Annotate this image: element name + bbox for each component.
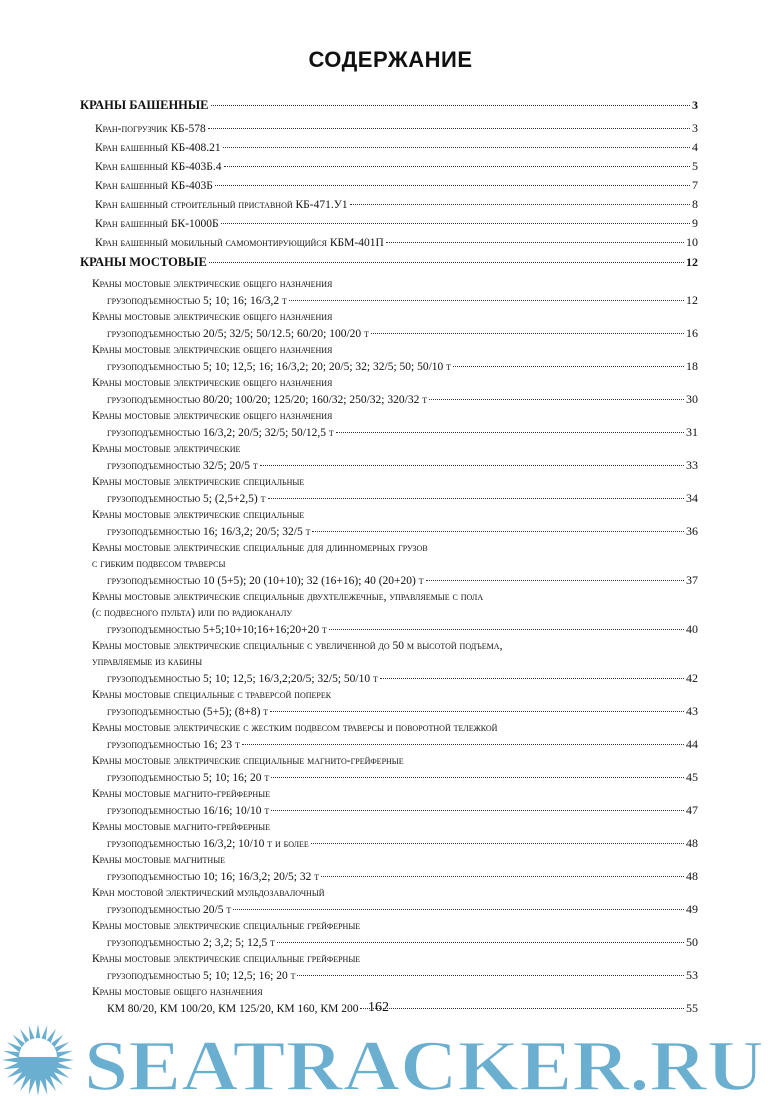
dot-leader (360, 1008, 684, 1009)
entry-title: грузоподъемностью 16; 16/3,2; 20/5; 32/5 т (107, 526, 311, 538)
toc-entry[interactable] (80, 119, 698, 138)
toc-entry-line[interactable] (80, 474, 698, 490)
sun-icon (2, 1024, 74, 1096)
entry-title: грузоподъемностью 2; 3,2; 5; 12,5 т (107, 937, 276, 949)
toc-entry[interactable] (80, 507, 698, 540)
entry-title: Кран башенный КБ-408.21 (95, 142, 221, 154)
entry-title: Краны мостовые электрические общего назначения (92, 278, 333, 290)
watermark (0, 1020, 781, 1096)
entry-title: грузоподъемностью (5+5); (8+8) т (107, 706, 269, 718)
toc-entry[interactable] (80, 687, 698, 720)
toc-entry[interactable] (80, 276, 698, 309)
page-ref: 48 (686, 836, 698, 850)
page-ref: 30 (686, 392, 698, 406)
entry-title: Краны мостовые магнито-грейферные (92, 788, 270, 800)
entry-title: Краны мостовые магнито-грейферные (92, 821, 270, 833)
page-ref: 33 (686, 458, 698, 472)
toc-entry-line[interactable] (80, 835, 698, 852)
page-ref: 16 (686, 326, 698, 340)
toc-entry[interactable] (80, 233, 698, 252)
page-ref: 53 (686, 968, 698, 982)
dot-leader (221, 223, 690, 224)
page-ref: 7 (692, 178, 698, 192)
dot-leader (271, 810, 684, 811)
toc-entry-line[interactable] (80, 852, 698, 868)
entry-title: грузоподъемностью 20/5 т (107, 904, 232, 916)
entry-title: грузоподъемностью 5; 10; 16; 20 т (107, 772, 270, 784)
toc-entry-line[interactable] (80, 441, 698, 457)
entry-title: грузоподъемностью 80/20; 100/20; 125/20; 160/32; 250/32; 320/32 т (107, 394, 428, 406)
toc-entry-line[interactable] (80, 408, 698, 424)
dot-leader (242, 744, 684, 745)
page-ref: 12 (686, 255, 698, 269)
dot-leader (208, 128, 690, 129)
dot-leader (371, 333, 684, 334)
dot-leader (350, 204, 690, 205)
entry-title: грузоподъемностью 5; 10; 12,5; 16; 20 т (107, 970, 296, 982)
page-ref: 31 (686, 425, 698, 439)
toc-entry-line[interactable] (80, 769, 698, 786)
page-ref: 12 (686, 293, 698, 307)
entry-title: (с подвесного пульта) или по радиоканалу (92, 607, 293, 619)
page-ref: 47 (686, 803, 698, 817)
page-ref: 48 (686, 869, 698, 883)
toc-entry-line[interactable] (80, 967, 698, 984)
toc-entry-line[interactable] (80, 819, 698, 835)
toc-entry-line[interactable] (80, 885, 698, 901)
toc-entry[interactable] (80, 984, 698, 1017)
toc-entry-line[interactable] (80, 720, 698, 736)
entry-title: Краны мостовые общего назначения (92, 986, 263, 998)
entry-title: грузоподъемностью 16/3,2; 20/5; 32/5; 50/12,5 т (107, 427, 334, 439)
entry-title: грузоподъемностью 5; 10; 12,5; 16/3,2;20/5; 32/5; 50/10 т (107, 673, 378, 685)
section-heading[interactable] (80, 97, 698, 113)
entry-title: Краны мостовые электрические специальные грейферные (92, 920, 361, 932)
toc-entry[interactable] (80, 138, 698, 157)
toc-entry[interactable] (80, 720, 698, 753)
entry-title: Краны мостовые электрические специальные с увеличенной до 50 м высотой подъема, (92, 640, 503, 652)
toc-entry[interactable] (80, 951, 698, 984)
page-ref: 45 (686, 770, 698, 784)
toc-entry[interactable] (80, 408, 698, 441)
entry-title: Краны мостовые электрические специальные грейферные (92, 953, 361, 965)
dot-leader (223, 147, 690, 148)
toc-entry-line[interactable] (80, 556, 698, 572)
toc-entry-line[interactable] (80, 670, 698, 687)
dot-leader (268, 498, 684, 499)
entry-title: Кран башенный БК-1000Б (95, 218, 219, 230)
toc-entry-line[interactable] (80, 572, 698, 589)
toc-entry-line[interactable] (80, 507, 698, 523)
page-ref: 8 (692, 197, 698, 211)
dot-leader (215, 185, 690, 186)
page-number: 162 (368, 1000, 389, 1015)
toc-entry-line[interactable] (80, 621, 698, 638)
toc-entry[interactable] (80, 918, 698, 951)
toc-entry-line[interactable] (80, 490, 698, 507)
toc-entry[interactable] (80, 638, 698, 687)
dot-leader (426, 580, 684, 581)
toc-entry-line[interactable] (80, 540, 698, 556)
toc-entry-line[interactable] (80, 457, 698, 474)
dot-leader (297, 975, 684, 976)
dot-leader (277, 942, 684, 943)
table-of-contents (80, 95, 698, 1017)
entry-title: Краны мостовые электрические с жестким подвесом траверсы и поворотной тележкой (92, 722, 498, 734)
toc-entry-line[interactable] (80, 934, 698, 951)
page-ref: 43 (686, 704, 698, 718)
section-heading[interactable] (80, 254, 698, 270)
entry-title: КРАНЫ БАШЕННЫЕ (80, 98, 209, 112)
dot-leader (289, 300, 684, 301)
toc-entry-line[interactable] (80, 358, 698, 375)
toc-entry-line[interactable] (80, 951, 698, 967)
entry-title: грузоподъемностью 16; 23 т (107, 739, 240, 751)
entry-title: Кран мостовой электрический мульдозавалочный (92, 887, 325, 899)
page-ref: 37 (686, 573, 698, 587)
page-ref: 44 (686, 737, 698, 751)
toc-entry-line[interactable] (80, 868, 698, 885)
dot-leader (429, 399, 684, 400)
toc-entry[interactable] (80, 753, 698, 786)
toc-entry-line[interactable] (80, 375, 698, 391)
page-ref: 42 (686, 671, 698, 685)
toc-entry-line[interactable] (80, 342, 698, 358)
dot-leader (380, 678, 684, 679)
toc-entry[interactable] (80, 540, 698, 589)
toc-entry-line[interactable] (80, 523, 698, 540)
toc-entry[interactable] (80, 441, 698, 474)
entry-title: с гибким подвесом траверсы (92, 558, 226, 570)
page-ref: 3 (692, 98, 698, 112)
entry-title: грузоподъемностью 5; (2,5+2,5) т (107, 493, 266, 505)
entry-title: Кран башенный КБ-403Б (95, 180, 213, 192)
entry-title: Кран башенный мобильный самомонтирующийся КБМ-401П (95, 237, 384, 249)
entry-title: управляемые из кабины (92, 656, 203, 668)
toc-entry-line[interactable] (80, 325, 698, 342)
entry-title: грузоподъемностью 16/16; 10/10 т (107, 805, 270, 817)
entry-title: Краны мостовые электрические специальные (92, 476, 305, 488)
page-ref: 3 (692, 121, 698, 135)
toc-entry-line[interactable] (80, 589, 698, 605)
page-ref: 55 (686, 1001, 698, 1015)
dot-leader (386, 242, 684, 243)
toc-entry-line[interactable] (80, 703, 698, 720)
dot-leader (233, 909, 684, 910)
page-ref: 10 (686, 235, 698, 249)
entry-title: Краны мостовые электрические специальные (92, 509, 305, 521)
entry-title: грузоподъемностью 20/5; 32/5; 50/12.5; 60/20; 100/20 т (107, 328, 369, 340)
toc-entry-line[interactable] (80, 918, 698, 934)
toc-entry-line[interactable] (80, 687, 698, 703)
entry-title: грузоподъемностью 5; 10; 12,5; 16; 16/3,2; 20; 20/5; 32; 32/5; 50; 50/10 т (107, 361, 452, 373)
dot-leader (329, 629, 684, 630)
entry-title: Краны мостовые электрические специальные для длинномерных грузов (92, 542, 428, 554)
toc-entry[interactable] (80, 589, 698, 638)
toc-entry[interactable] (80, 885, 698, 918)
toc-entry[interactable] (80, 157, 698, 176)
entry-title: грузоподъемностью 10; 16; 16/3,2; 20/5; 32 т (107, 871, 320, 883)
page-ref: 49 (686, 902, 698, 916)
dot-leader (312, 531, 684, 532)
toc-entry[interactable] (80, 309, 698, 342)
entry-title: Краны мостовые электрические общего назначения (92, 410, 333, 422)
entry-title: Краны мостовые электрические общего назначения (92, 377, 333, 389)
toc-entry-line[interactable] (80, 654, 698, 670)
page-title: СОДЕРЖАНИЕ (308, 47, 473, 72)
entry-title: Краны мостовые электрические специальные двухтележечные, управляемые с пола (92, 591, 484, 603)
dot-leader (311, 843, 684, 844)
toc-entry[interactable] (80, 375, 698, 408)
entry-title: грузоподъемностью 32/5; 20/5 т (107, 460, 258, 472)
entry-title: грузоподъемностью 5; 10; 16; 16/3,2 т (107, 295, 287, 307)
dot-leader (211, 105, 691, 106)
page-ref: 50 (686, 935, 698, 949)
toc-entry-line[interactable] (80, 736, 698, 753)
page-ref: 18 (686, 359, 698, 373)
page-ref: 9 (692, 216, 698, 230)
entry-title: грузоподъемностью 5+5;10+10;16+16;20+20 т (107, 624, 327, 636)
toc-entry-line[interactable] (80, 1000, 698, 1017)
toc-entry-line[interactable] (80, 802, 698, 819)
entry-title: КРАНЫ МОСТОВЫЕ (80, 255, 207, 269)
page-ref: 36 (686, 524, 698, 538)
entry-title: Краны мостовые специальные с траверсой поперек (92, 689, 332, 701)
entry-title: Кран башенный КБ-403Б.4 (95, 161, 222, 173)
page-ref: 4 (692, 140, 698, 154)
toc-entry-line[interactable] (80, 638, 698, 654)
toc-entry[interactable] (80, 195, 698, 214)
toc-entry[interactable] (80, 474, 698, 507)
dot-leader (336, 432, 684, 433)
page-ref: 40 (686, 622, 698, 636)
toc-entry-line[interactable] (80, 391, 698, 408)
entry-title: Краны мостовые магнитные (92, 854, 226, 866)
toc-entry-line[interactable] (80, 753, 698, 769)
toc-entry-line[interactable] (80, 309, 698, 325)
toc-entry[interactable] (80, 342, 698, 375)
page-ref: 5 (692, 159, 698, 173)
page-ref: 34 (686, 491, 698, 505)
toc-entry-line[interactable] (80, 424, 698, 441)
entry-title: Краны мостовые электрические общего назначения (92, 311, 333, 323)
entry-title: Краны мостовые электрические (92, 443, 241, 455)
toc-entry-line[interactable] (80, 292, 698, 309)
dot-leader (209, 262, 684, 263)
toc-entry-line[interactable] (80, 984, 698, 1000)
toc-entry[interactable] (80, 214, 698, 233)
toc-entry-line[interactable] (80, 276, 698, 292)
entry-title: Кран-погрузчик КБ-578 (95, 123, 206, 135)
toc-entry[interactable] (80, 852, 698, 885)
dot-leader (271, 777, 684, 778)
toc-entry-line[interactable] (80, 605, 698, 621)
watermark-text: SEATRACKER.RU (84, 1026, 764, 1096)
entry-title: Краны мостовые электрические специальные магнито-грейферные (92, 755, 404, 767)
entry-title: грузоподъемностью 10 (5+5); 20 (10+10); 32 (16+16); 40 (20+20) т (107, 575, 424, 587)
entry-title: грузоподъемностью 16/3,2; 10/10 т и более (107, 838, 309, 850)
toc-entry-line[interactable] (80, 901, 698, 918)
dot-leader (260, 465, 684, 466)
dot-leader (270, 711, 684, 712)
dot-leader (224, 166, 690, 167)
entry-title: Краны мостовые электрические общего назначения (92, 344, 333, 356)
toc-entry-line[interactable] (80, 786, 698, 802)
toc-entry[interactable] (80, 786, 698, 819)
dot-leader (453, 366, 684, 367)
entry-title: Кран башенный строительный приставной КБ-471.У1 (95, 199, 348, 211)
dot-leader (321, 876, 684, 877)
toc-entry[interactable] (80, 176, 698, 195)
toc-entry[interactable] (80, 819, 698, 852)
entry-title: КМ 80/20, КМ 100/20, КМ 125/20, КМ 160, КМ 200 (107, 1003, 359, 1015)
